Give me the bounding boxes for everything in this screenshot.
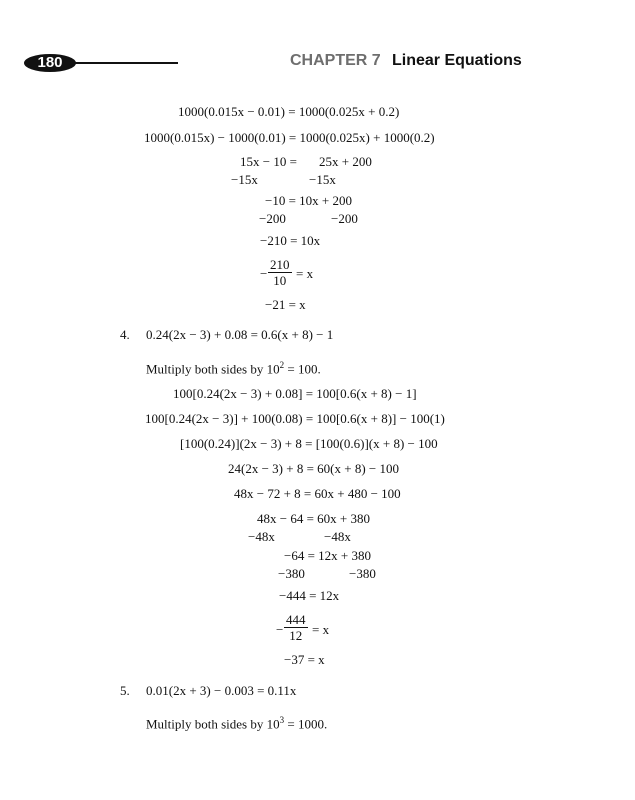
fraction <box>268 257 292 288</box>
equation-line: 1000(0.015x) − 1000(0.01) = 1000(0.025x) + 1000(0.2) <box>144 130 435 145</box>
problem-number: 4. <box>120 327 130 342</box>
fraction-denominator: 12 <box>289 628 303 643</box>
page-number-badge: 180 <box>24 54 76 72</box>
equation-line: −200 <box>331 211 358 226</box>
page-header <box>0 0 635 90</box>
equation-line: 100[0.24(2x − 3) + 0.08] = 100[0.6(x + 8) − 1] <box>173 386 417 401</box>
instruction-text: Multiply both sides by $10^3 = 1000$. <box>146 715 328 732</box>
minus-sign: − <box>260 266 268 281</box>
equation-line: = x <box>296 266 314 281</box>
equation-line: 15x − 10 = <box>240 154 297 169</box>
equation-line: 100[0.24(2x − 3)] + 100(0.08) = 100[0.6(x + 8)] − 100(1) <box>145 411 445 426</box>
equation-line: 1000(0.015x − 0.01) = 1000(0.025x + 0.2) <box>178 104 400 119</box>
fraction-numerator: 444 <box>286 612 306 627</box>
equation-line: −48x <box>248 529 275 544</box>
equation-line: −380 <box>349 566 376 581</box>
chapter-title: Linear Equations <box>392 52 522 69</box>
equation-line: [100(0.24)](2x − 3) + 8 = [100(0.6)](x + 8) − 100 <box>180 436 438 451</box>
equation-line: 48x − 64 = 60x + 380 <box>257 511 370 526</box>
equation-line: −15x <box>309 172 336 187</box>
equation-line: = x <box>312 622 330 637</box>
equation-line: −380 <box>278 566 305 581</box>
problem-number: 5. <box>120 683 130 698</box>
equation-line: −444 = 12x <box>279 588 340 603</box>
equation-line: −48x <box>324 529 351 544</box>
equation-line: 25x + 200 <box>319 154 372 169</box>
minus-sign: − <box>276 622 284 637</box>
equation-line: −21 = x <box>265 297 306 312</box>
equation-line: −210 = 10x <box>260 233 321 248</box>
header-rule <box>72 62 178 64</box>
equation-line: −15x <box>231 172 258 187</box>
equation-line: 48x − 72 + 8 = 60x + 480 − 100 <box>234 486 401 501</box>
equation-line: −10 = 10x + 200 <box>265 193 352 208</box>
equation-line: −64 = 12x + 380 <box>284 548 371 563</box>
equation-line: −37 = x <box>284 652 325 667</box>
chapter-label: CHAPTER 7 <box>290 52 381 69</box>
equation-line: −200 <box>259 211 286 226</box>
problem-equation: 0.24(2x − 3) + 0.08 = 0.6(x + 8) − 1 <box>146 327 334 342</box>
problem-equation: 0.01(2x + 3) − 0.003 = 0.11x <box>146 683 297 698</box>
instruction-text: Multiply both sides by $10^2 = 100$. <box>146 360 321 377</box>
fraction-denominator: 10 <box>273 273 287 288</box>
equation-line: 24(2x − 3) + 8 = 60(x + 8) − 100 <box>228 461 399 476</box>
fraction-numerator: 210 <box>270 257 290 272</box>
fraction <box>284 612 308 643</box>
